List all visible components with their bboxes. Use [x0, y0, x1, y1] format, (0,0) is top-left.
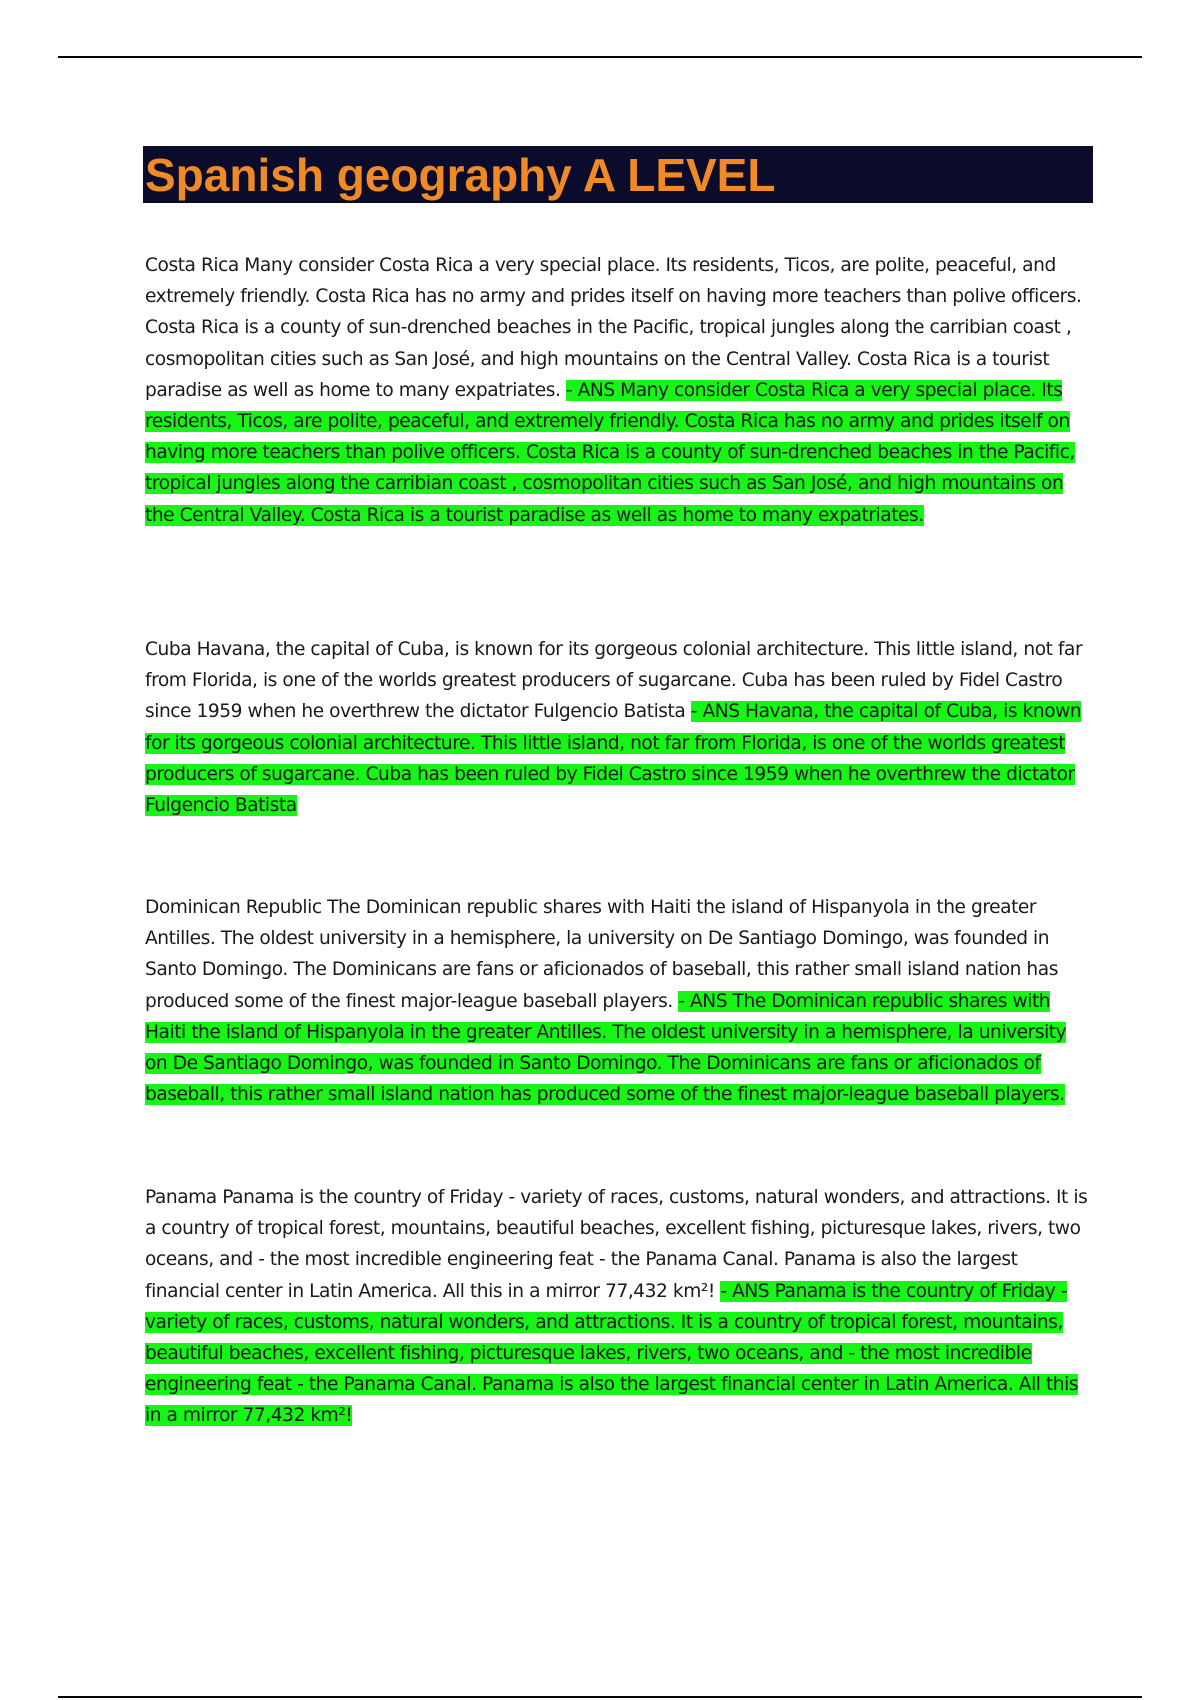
answer-highlight: - ANS Many consider Costa Rica a very special place. Its residents, Ticos, are polite, peaceful, and extremely friendly. Costa Rica has no army and prides itself on having more teachers than polive officers. Costa Rica is a county of sun-drenched beaches in the Pacific, tropical jungles along the carribian coast , cosmopolitan cities such as San José, and high mountains on the Central Valley. Costa Rica is a tourist paradise as well as home to many expatriates. — [145, 379, 1075, 526]
qa-block-dominican-republic — [145, 892, 1090, 1110]
bottom-divider — [58, 1696, 1142, 1698]
qa-block-panama — [145, 1182, 1090, 1432]
answer-highlight: - ANS The Dominican republic shares with Haiti the island of Hispanyola in the greater Antilles. The oldest university in a hemisphere, la university on De Santiago Domingo, was founded in Santo Domingo. The Dominicans are fans or aficionados of baseball, this rather small island nation has produced some of the finest major-league baseball players. — [145, 990, 1067, 1106]
title-banner — [143, 146, 1093, 203]
question-text: Dominican Republic The Dominican republic shares with Haiti the island of Hispanyola in the greater Antilles. The oldest university in a hemisphere, la university on De Santiago Domingo, was founded in Santo Domingo. The Dominicans are fans or aficionados of baseball, this rather small island nation has produced some of the finest major-league baseball players. — [145, 897, 1058, 1012]
qa-paragraph — [145, 634, 1090, 821]
question-text: Costa Rica Many consider Costa Rica a very special place. Its residents, Ticos, are polite, peaceful, and extremely friendly. Costa Rica has no army and prides itself on having more teachers than polive officers. Costa Rica is a county of sun-drenched beaches in the Pacific, tropical jungles along the carribian coast , cosmopolitan cities such as San José, and high mountains on the Central Valley. Costa Rica is a tourist paradise as well as home to many expatriates. — [145, 255, 1082, 401]
qa-paragraph — [145, 1182, 1090, 1432]
qa-block-costa-rica — [145, 250, 1090, 531]
qa-paragraph — [145, 892, 1090, 1110]
qa-paragraph — [145, 250, 1090, 531]
page-title: Spanish geography A LEVEL — [145, 148, 776, 201]
answer-highlight: - ANS Panama is the country of Friday - variety of races, customs, natural wonders, and attractions. It is a country of tropical forest, mountains, beautiful beaches, excellent fishing, picturesque lakes, rivers, two oceans, and - the most incredible engineering feat - the Panama Canal. Panama is also the largest financial center in Latin America. All this in a mirror 77,432 km²! — [145, 1280, 1079, 1427]
question-text: Panama Panama is the country of Friday - variety of races, customs, natural wonders, and attractions. It is a country of tropical forest, mountains, beautiful beaches, excellent fishing, picturesque lakes, rivers, two oceans, and - the most incredible engineering feat - the Panama Canal. Panama is also the largest financial center in Latin America. All this in a mirror 77,432 km²! — [145, 1187, 1088, 1302]
answer-highlight: - ANS Havana, the capital of Cuba, is known for its gorgeous colonial architecture. This little island, not far from Florida, is one of the worlds greatest producers of sugarcane. Cuba has been ruled by Fidel Castro since 1959 when he overthrew the dictator Fulgencio Batista — [145, 701, 1082, 817]
question-text: Cuba Havana, the capital of Cuba, is known for its gorgeous colonial architecture. This little island, not far from Florida, is one of the worlds greatest producers of sugarcane. Cuba has been ruled by Fidel Castro since 1959 when he overthrew the dictator Fulgencio Batista — [145, 639, 1083, 723]
top-divider — [58, 56, 1142, 58]
qa-block-cuba — [145, 634, 1090, 821]
